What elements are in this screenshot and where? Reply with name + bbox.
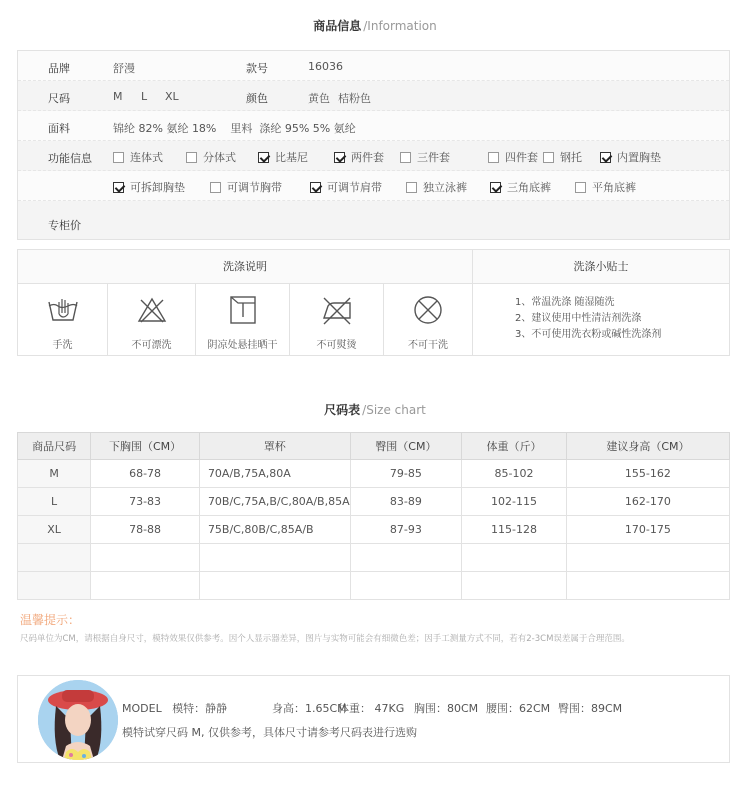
wash-cell-hand-wash: [18, 284, 108, 355]
wash-tips-list: [515, 295, 661, 343]
model-note: 模特试穿尺码 M, 仅供参考，具体尺寸请参考尺码表进行选购: [122, 726, 417, 739]
checked-checkbox-icon[interactable]: [258, 152, 269, 163]
info-title-en: /Information: [363, 19, 437, 33]
unchecked-checkbox-icon[interactable]: [488, 152, 499, 163]
shade-dry-icon: [226, 294, 260, 326]
function-option-label: 平角底裤: [592, 181, 636, 194]
col-header-underbust: 下胸围（CM）: [91, 433, 200, 460]
function-option[interactable]: [400, 149, 450, 165]
info-row-fabric: [18, 111, 729, 141]
function-option[interactable]: [600, 149, 661, 165]
table-cell: M: [18, 460, 91, 488]
function-option-label: 独立泳裤: [423, 181, 467, 194]
fabric-label: 面料: [48, 122, 70, 135]
model-stat: 体重： 47KG: [338, 702, 405, 715]
wash-tip-item: 3、不可使用洗衣粉或碱性洗涤剂: [515, 329, 662, 340]
size-title-cn: 尺码表: [324, 403, 361, 417]
unchecked-checkbox-icon[interactable]: [400, 152, 411, 163]
style-no-label: 款号: [246, 62, 268, 75]
color-label: 颜色: [246, 92, 268, 105]
function-option-label: 内置胸垫: [617, 151, 661, 164]
no-iron-icon: [320, 294, 354, 326]
table-cell: [199, 544, 350, 572]
function-option[interactable]: [258, 149, 308, 165]
model-avatar: [38, 680, 118, 760]
col-header-size: 商品尺码: [18, 433, 91, 460]
table-row-empty: [18, 572, 730, 600]
function-option-label: 分体式: [203, 151, 236, 164]
checked-checkbox-icon[interactable]: [600, 152, 611, 163]
unchecked-checkbox-icon[interactable]: [113, 152, 124, 163]
function-option-label: 可调节胸带: [227, 181, 282, 194]
brand-label: 品牌: [48, 62, 70, 75]
unchecked-checkbox-icon[interactable]: [575, 182, 586, 193]
function-option[interactable]: [113, 179, 185, 195]
no-bleach-label: 不可漂洗: [131, 340, 172, 351]
table-cell: [350, 572, 462, 600]
table-cell: [566, 572, 729, 600]
color-yellow: 黄色: [308, 92, 330, 105]
unchecked-checkbox-icon[interactable]: [543, 152, 554, 163]
table-cell: L: [18, 488, 91, 516]
wash-tip-item: 2、建议使用中性清洁剂洗涤: [515, 313, 642, 324]
wash-cell-no-bleach: [108, 284, 196, 355]
table-cell: [91, 572, 200, 600]
function-option[interactable]: [575, 179, 636, 195]
function-option-label: 三件套: [417, 151, 450, 164]
model-stat: 身高：1.65CM: [272, 702, 347, 715]
function-option[interactable]: [210, 179, 282, 195]
table-row: [18, 516, 730, 544]
col-header-height: 建议身高（CM）: [566, 433, 729, 460]
table-cell: 78-88: [91, 516, 200, 544]
warning-text: 尺码单位为CM，请根据自身尺寸，模特效果仅供参考。因个人显示器差异，图片与实物可能会有细微色差；因手工测量方式不同，若有2-3CM误差属于合理范围。: [20, 634, 630, 644]
function-option[interactable]: [406, 179, 467, 195]
model-stat: 臀围：89CM: [558, 702, 623, 715]
model-stat: 胸围：80CM: [414, 702, 479, 715]
function-option[interactable]: [113, 149, 163, 165]
table-row-empty: [18, 544, 730, 572]
hand-wash-label: 手洗: [52, 340, 73, 351]
wash-cell-no-iron: [290, 284, 384, 355]
checked-checkbox-icon[interactable]: [334, 152, 345, 163]
info-row-functions-1: [18, 141, 729, 171]
function-option[interactable]: [543, 149, 582, 165]
table-cell: 170-175: [566, 516, 729, 544]
table-cell: 68-78: [91, 460, 200, 488]
checked-checkbox-icon[interactable]: [113, 182, 124, 193]
wash-instructions-header: 洗涤说明: [18, 250, 473, 284]
unchecked-checkbox-icon[interactable]: [210, 182, 221, 193]
function-option-label: 可拆卸胸垫: [130, 181, 185, 194]
table-cell: 85-102: [462, 460, 567, 488]
warning-title: 温馨提示：: [20, 613, 81, 627]
function-option-label: 钢托: [560, 151, 582, 164]
unchecked-checkbox-icon[interactable]: [186, 152, 197, 163]
wash-tips-header: 洗涤小贴士: [473, 250, 729, 284]
info-row-functions-2: [18, 171, 729, 201]
size-label: 尺码: [48, 92, 70, 105]
no-dry-clean-icon: [411, 294, 445, 326]
wash-tip-item: 1、常温洗涤 随湿随洗: [515, 297, 615, 308]
size-title-en: /Size chart: [362, 403, 426, 417]
function-option-label: 连体式: [130, 151, 163, 164]
price-label: 专柜价: [48, 219, 81, 232]
table-cell: 115-128: [462, 516, 567, 544]
size-m: M: [113, 90, 123, 103]
table-cell: [462, 544, 567, 572]
model-stat: MODEL 模特：静静: [122, 702, 228, 715]
table-cell: [462, 572, 567, 600]
shade-dry-label: 阴凉处悬挂晒干: [207, 340, 278, 351]
table-cell: [566, 544, 729, 572]
table-cell: 102-115: [462, 488, 567, 516]
color-orange-pink: 桔粉色: [338, 92, 371, 105]
table-cell: [350, 544, 462, 572]
size-section-title: [0, 401, 750, 418]
size-chart-table: [17, 432, 730, 600]
function-option-label: 可调节肩带: [327, 181, 382, 194]
product-info-panel: [17, 50, 730, 240]
table-cell: 70B/C,75A,B/C,80A/B,85A: [199, 488, 350, 516]
checked-checkbox-icon[interactable]: [490, 182, 501, 193]
function-option[interactable]: [334, 149, 384, 165]
function-option-label: 三角底裤: [507, 181, 551, 194]
hand-wash-icon: [46, 294, 80, 326]
table-cell: 155-162: [566, 460, 729, 488]
info-section-title: [0, 17, 750, 34]
wash-cell-no-dry-clean: [384, 284, 473, 355]
function-option[interactable]: [488, 149, 538, 165]
col-header-weight: 体重（斤）: [462, 433, 567, 460]
function-option[interactable]: [186, 149, 236, 165]
style-no-value: 16036: [308, 60, 343, 73]
col-header-cup: 罩杯: [199, 433, 350, 460]
table-cell: 87-93: [350, 516, 462, 544]
function-option-label: 四件套: [505, 151, 538, 164]
col-header-hip: 臀围（CM）: [350, 433, 462, 460]
table-cell: [18, 544, 91, 572]
table-cell: 75B/C,80B/C,85A/B: [199, 516, 350, 544]
size-table-header: [18, 433, 730, 460]
function-option[interactable]: [490, 179, 551, 195]
model-info-panel: [17, 675, 730, 763]
function-option-label: 两件套: [351, 151, 384, 164]
info-row-brand: [18, 51, 729, 81]
no-bleach-icon: [135, 294, 169, 326]
table-cell: 83-89: [350, 488, 462, 516]
unchecked-checkbox-icon[interactable]: [406, 182, 417, 193]
table-cell: 70A/B,75A,80A: [199, 460, 350, 488]
info-row-price: [18, 201, 729, 239]
info-row-size: [18, 81, 729, 111]
checked-checkbox-icon[interactable]: [310, 182, 321, 193]
table-cell: [18, 572, 91, 600]
fabric-value: 锦纶 82% 氨纶 18% 里料 涤纶 95% 5% 氨纶: [113, 122, 356, 135]
wash-cell-shade-dry: [196, 284, 290, 355]
table-cell: [91, 544, 200, 572]
table-row: [18, 488, 730, 516]
table-cell: 162-170: [566, 488, 729, 516]
function-option-label: 比基尼: [275, 151, 308, 164]
table-cell: 79-85: [350, 460, 462, 488]
info-title-cn: 商品信息: [313, 19, 362, 33]
table-row: [18, 460, 730, 488]
function-option[interactable]: [310, 179, 382, 195]
brand-value: 舒漫: [113, 62, 135, 75]
model-stat: 腰围：62CM: [486, 702, 551, 715]
no-iron-label: 不可熨烫: [316, 340, 357, 351]
table-cell: XL: [18, 516, 91, 544]
table-cell: [199, 572, 350, 600]
no-dry-clean-label: 不可干洗: [408, 340, 448, 351]
size-xl: XL: [165, 90, 179, 103]
size-l: L: [141, 90, 148, 103]
function-label: 功能信息: [48, 152, 92, 165]
table-cell: 73-83: [91, 488, 200, 516]
